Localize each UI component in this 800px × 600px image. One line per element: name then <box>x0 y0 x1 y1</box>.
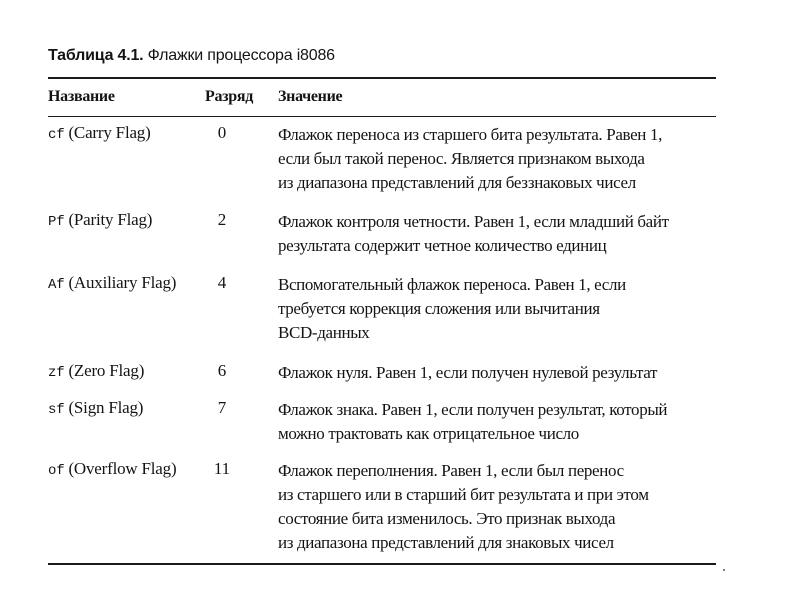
meaning-line: Флажок переноса из старшего бита результата. Равен 1, <box>278 125 663 144</box>
flag-code: Af <box>48 277 65 293</box>
flag-bit: 0 <box>217 123 227 142</box>
meaning-line: если был такой перенос. Является признаком выхода <box>278 149 645 168</box>
meaning-line: Вспомогательный флажок переноса. Равен 1, если <box>278 275 626 294</box>
meaning-line: из диапазона представлений для знаковых чисел <box>278 533 614 552</box>
scan-speck <box>723 569 725 571</box>
flag-meaning <box>278 459 718 555</box>
flag-code: sf <box>48 402 65 418</box>
caption-number: Таблица 4.1. <box>48 47 144 64</box>
flag-meaning <box>278 123 718 195</box>
flag-full-name: (Zero Flag) <box>68 361 145 380</box>
table-caption <box>48 47 335 65</box>
flag-full-name: (Auxiliary Flag) <box>68 273 177 292</box>
meaning-line: Флажок контроля четности. Равен 1, если младший байт <box>278 212 669 231</box>
flag-code: cf <box>48 127 65 143</box>
flag-full-name: (Sign Flag) <box>68 398 144 417</box>
meaning-line: требуется коррекция сложения или вычитания <box>278 299 600 318</box>
header-rule <box>48 116 716 117</box>
header-name: Название <box>48 88 115 105</box>
flag-name-cell <box>48 210 152 230</box>
table-top-rule <box>48 77 716 79</box>
flag-full-name: (Carry Flag) <box>68 123 151 142</box>
header-meaning: Значение <box>278 88 343 105</box>
flag-name-cell <box>48 123 151 143</box>
flag-bit: 4 <box>217 273 227 292</box>
meaning-line: результата содержит четное количество единиц <box>278 236 607 255</box>
flag-name-cell <box>48 361 144 381</box>
meaning-line: из диапазона представлений для беззнаковых чисел <box>278 173 636 192</box>
meaning-line: можно трактовать как отрицательное число <box>278 424 579 443</box>
flag-name-cell <box>48 459 176 479</box>
meaning-line: из старшего или в старший бит результата и при этом <box>278 485 649 504</box>
meaning-line: состояние бита изменилось. Это признак выхода <box>278 509 616 528</box>
flag-meaning <box>278 361 718 385</box>
flag-bit: 7 <box>217 398 227 417</box>
flag-meaning <box>278 210 718 258</box>
caption-title: Флажки процессора i8086 <box>147 47 335 64</box>
flag-bit: 6 <box>217 361 227 380</box>
header-bit: Разряд <box>205 88 254 105</box>
flag-bit: 11 <box>213 459 231 478</box>
flag-meaning <box>278 398 718 446</box>
flag-name-cell <box>48 273 176 293</box>
flag-full-name: (Parity Flag) <box>68 210 153 229</box>
meaning-line: BCD-данных <box>278 323 370 342</box>
flag-bit: 2 <box>217 210 227 229</box>
flag-name-cell <box>48 398 143 418</box>
flag-full-name: (Overflow Flag) <box>68 459 177 478</box>
flag-meaning <box>278 273 718 345</box>
meaning-line: Флажок переполнения. Равен 1, если был перенос <box>278 461 624 480</box>
flag-code: Pf <box>48 214 65 230</box>
flag-code: of <box>48 463 65 479</box>
meaning-line: Флажок знака. Равен 1, если получен результат, который <box>278 400 668 419</box>
table-bottom-rule <box>48 563 716 565</box>
meaning-line: Флажок нуля. Равен 1, если получен нулевой результат <box>278 363 658 382</box>
flag-code: zf <box>48 365 65 381</box>
